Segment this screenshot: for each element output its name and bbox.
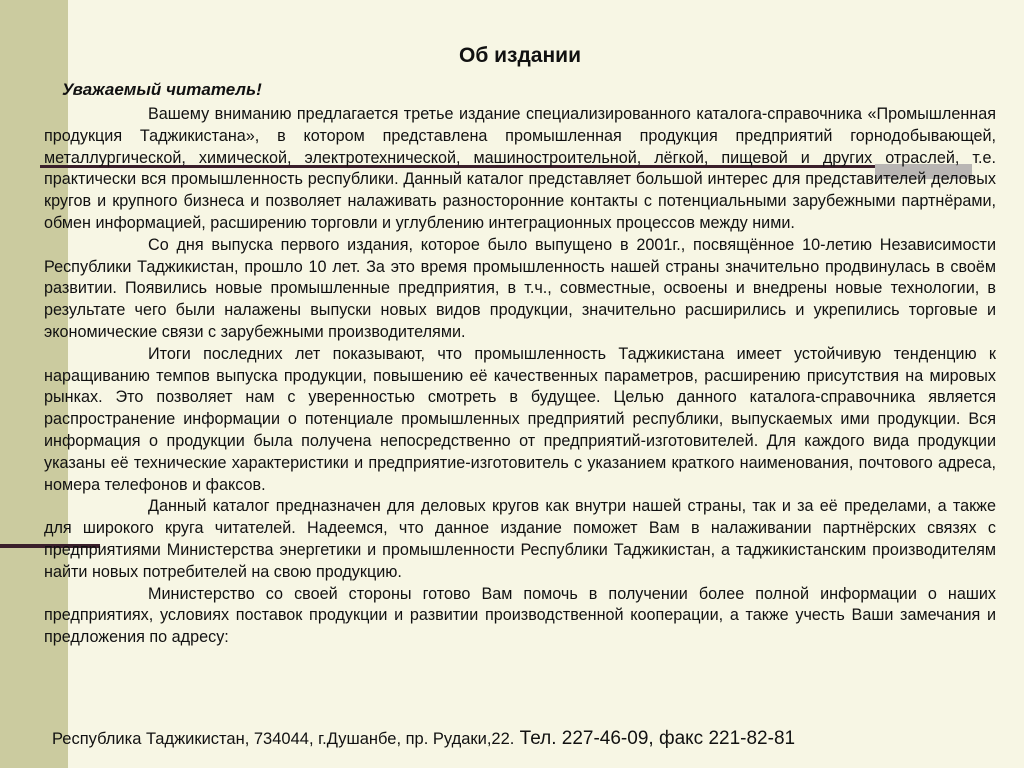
phone-fax: Тел. 227-46-09, факс 221-82-81	[514, 728, 796, 749]
paragraph-5: Министерство со своей стороны готово Вам помочь в получении более полной информации о наших предприятиях, условиях поставок продукции и развитии производственной кооперации, а также учесть Ваши замечания и предложения по адресу:	[44, 584, 996, 647]
paragraph-3: Итоги последних лет показывают, что промышленность Таджикистана имеет устойчивую тенденцию к наращиванию темпов выпуска продукции, повышению её качественных параметров, расширению присутствия на мировых рынках. Это позволяет нам с уверенностью смотреть в будущее. Целью данного каталога-справочника является распространение информации о потенциале промышленных предприятий республики, выпускаемых ими продукции. Вся информация о продукции была получена непосредственно от предприятий-изготовителей. Для каждого вида продукции указаны её технические характеристики и предприятие-изготовитель с указанием краткого наименования, почтового адреса, номера телефонов и факсов.	[44, 344, 996, 494]
greeting: Уважаемый читатель!	[62, 80, 262, 99]
paragraph-1: Вашему вниманию предлагается третье издание специализированного каталога-справочника «Промышленная продукция Таджикистана», в котором представлена промышленная продукция предприятий горнодобывающей, металлургической, химической, электротехнической, машиностроительной, лёгкой, пищевой и других отраслей, т.е. практически вся промышленность республики. Данный каталог представляет большой интерес для представителей деловых кругов и крупного бизнеса и позволяет налаживать разносторонние контакты с потенциальными зарубежными партнёрами, обмен информацией, расширению торговли и углублению интеграционных процессов между ними.	[44, 105, 996, 232]
body-text	[44, 104, 996, 649]
contact-address	[52, 728, 795, 750]
page-title: Об издании	[458, 44, 581, 67]
paragraph-4: Данный каталог предназначен для деловых кругов как внутри нашей страны, так и за её пределами, а также для широкого круга читателей. Надеемся, что данное издание поможет Вам в налаживании партнёрских связях с предприятиями Министерства энергетики и промышленности Республики Таджикистан, а таджикистанским производителям найти новых потребителей на свою продукцию.	[44, 497, 996, 581]
address-text: Республика Таджикистан, 734044, г.Душанбе, пр. Рудаки,22.	[52, 730, 515, 748]
paragraph-2: Со дня выпуска первого издания, которое было выпущено в 2001г., посвящённое 10-летию Независимости Республики Таджикистан, прошло 10 лет. За это время промышленность нашей страны значительно продвинулась в своём развитии. Появились новые промышленные предприятия, в т.ч., совместные, освоены и внедрены новые технологии, в результате чего были налажены выпуски новых видов продукции, значительно расширились и укрепились торговые и экономические связи с зарубежными производителями.	[44, 235, 996, 341]
